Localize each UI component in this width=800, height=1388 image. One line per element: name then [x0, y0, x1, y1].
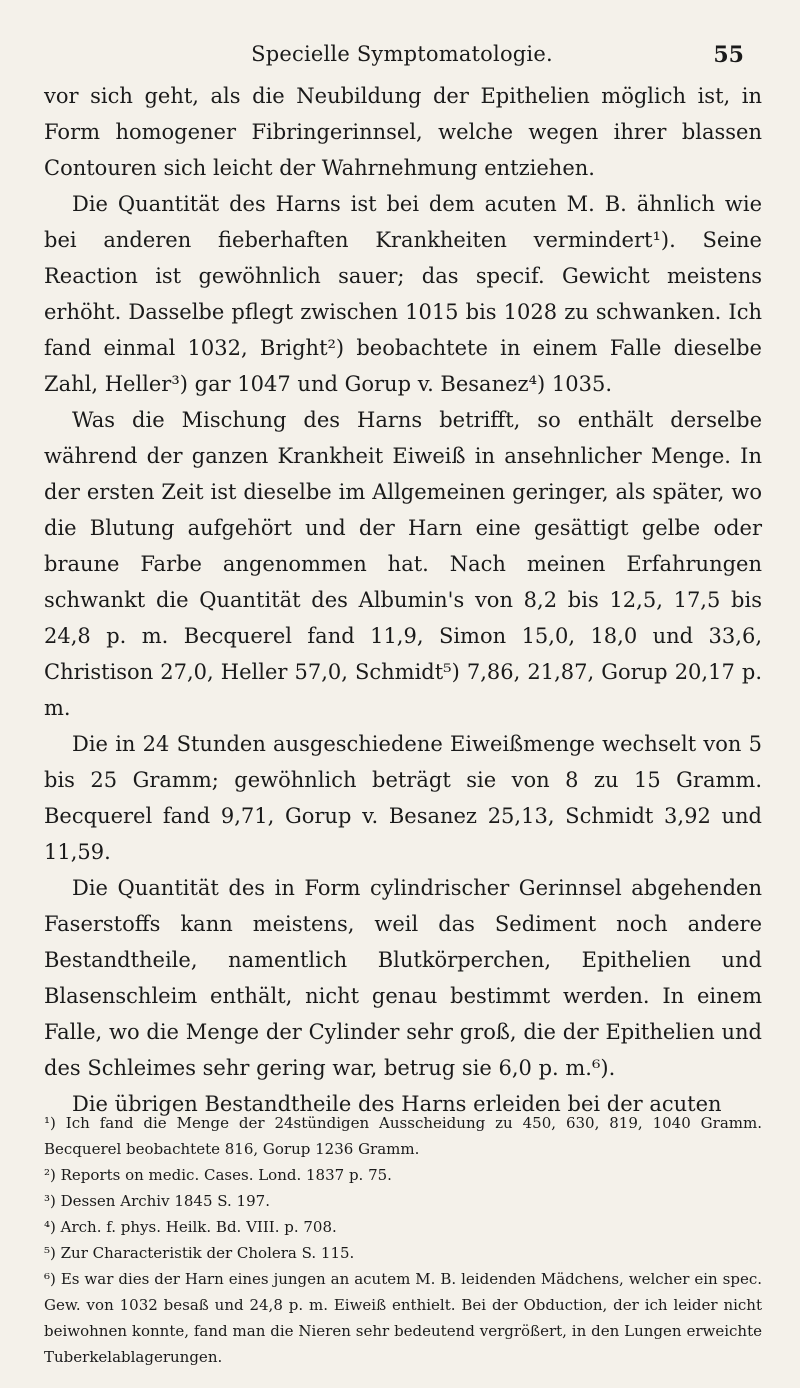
paragraph: Die Quantität des in Form cylindrischer Gerinnsel abgehenden Faserstoffs kann meistens, weil das Sediment noch andere Bestandtheile, namentlich Blutkörperchen, Epithelien und Blasenschleim enthält, nicht genau bestimmt werden. In einem Falle, wo die Menge der Cylinder sehr groß, die der Epithelien und des Schleimes sehr gering war, betrug sie 6,0 p. m.⁶).: [44, 876, 762, 1080]
footnote: ³) Dessen Archiv 1845 S. 197.: [44, 1192, 270, 1210]
page-header: [44, 42, 760, 72]
footnote: ⁵) Zur Characteristik der Cholera S. 115.: [44, 1244, 355, 1262]
footnote: ⁴) Arch. f. phys. Heilk. Bd. VIII. p. 708.: [44, 1218, 337, 1236]
running-title: Specielle Symptomatologie.: [251, 42, 553, 66]
paragraph: vor sich geht, als die Neubildung der Epithelien möglich ist, in Form homogener Fibringerinnsel, welche wegen ihrer blassen Contouren sich leicht der Wahrnehmung entziehen.: [44, 84, 762, 180]
footnote: ¹) Ich fand die Menge der 24stündigen Ausscheidung zu 450, 630, 819, 1040 Gramm. Becquerel beobachtete 816, Gorup 1236 Gramm.: [44, 1114, 762, 1158]
paragraph: Die übrigen Bestandtheile des Harns erleiden bei der acuten: [72, 1092, 722, 1116]
page-number: 55: [713, 42, 744, 68]
main-text: [44, 78, 762, 1122]
footnote: ²) Reports on medic. Cases. Lond. 1837 p. 75.: [44, 1166, 392, 1184]
paragraph: Die Quantität des Harns ist bei dem acuten M. B. ähnlich wie bei anderen fieberhaften Krankheiten vermindert¹). Seine Reaction ist gewöhnlich sauer; das specif. Gewicht meistens erhöht. Dasselbe pflegt zwischen 1015 bis 1028 zu schwanken. Ich fand einmal 1032, Bright²) beobachtete in einem Falle dieselbe Zahl, Heller³) gar 1047 und Gorup v. Besanez⁴) 1035.: [44, 192, 762, 396]
footnote: ⁶) Es war dies der Harn eines jungen an acutem M. B. leidenden Mädchens, welcher ein spec. Gew. von 1032 besaß und 24,8 p. m. Eiweiß enthielt. Bei der Obduction, der ich leider nicht beiwohnen konnte, fand man die Nieren sehr bedeutend vergrößert, in den Lungen erweichte Tuberkelablagerungen.: [44, 1270, 762, 1366]
paragraph: Die in 24 Stunden ausgeschiedene Eiweißmenge wechselt von 5 bis 25 Gramm; gewöhnlich beträgt sie von 8 zu 15 Gramm. Becquerel fand 9,71, Gorup v. Besanez 25,13, Schmidt 3,92 und 11,59.: [44, 732, 762, 864]
footnotes: [44, 1110, 762, 1370]
paragraph: Was die Mischung des Harns betrifft, so enthält derselbe während der ganzen Krankheit Eiweiß in ansehnlicher Menge. In der ersten Zeit ist dieselbe im Allgemeinen geringer, als später, wo die Blutung aufgehört und der Harn eine gesättigt gelbe oder braune Farbe angenommen hat. Nach meinen Erfahrungen schwankt die Quantität des Albumin's von 8,2 bis 12,5, 17,5 bis 24,8 p. m. Becquerel fand 11,9, Simon 15,0, 18,0 und 33,6, Christison 27,0, Heller 57,0, Schmidt⁵) 7,86, 21,87, Gorup 20,17 p. m.: [44, 408, 762, 720]
